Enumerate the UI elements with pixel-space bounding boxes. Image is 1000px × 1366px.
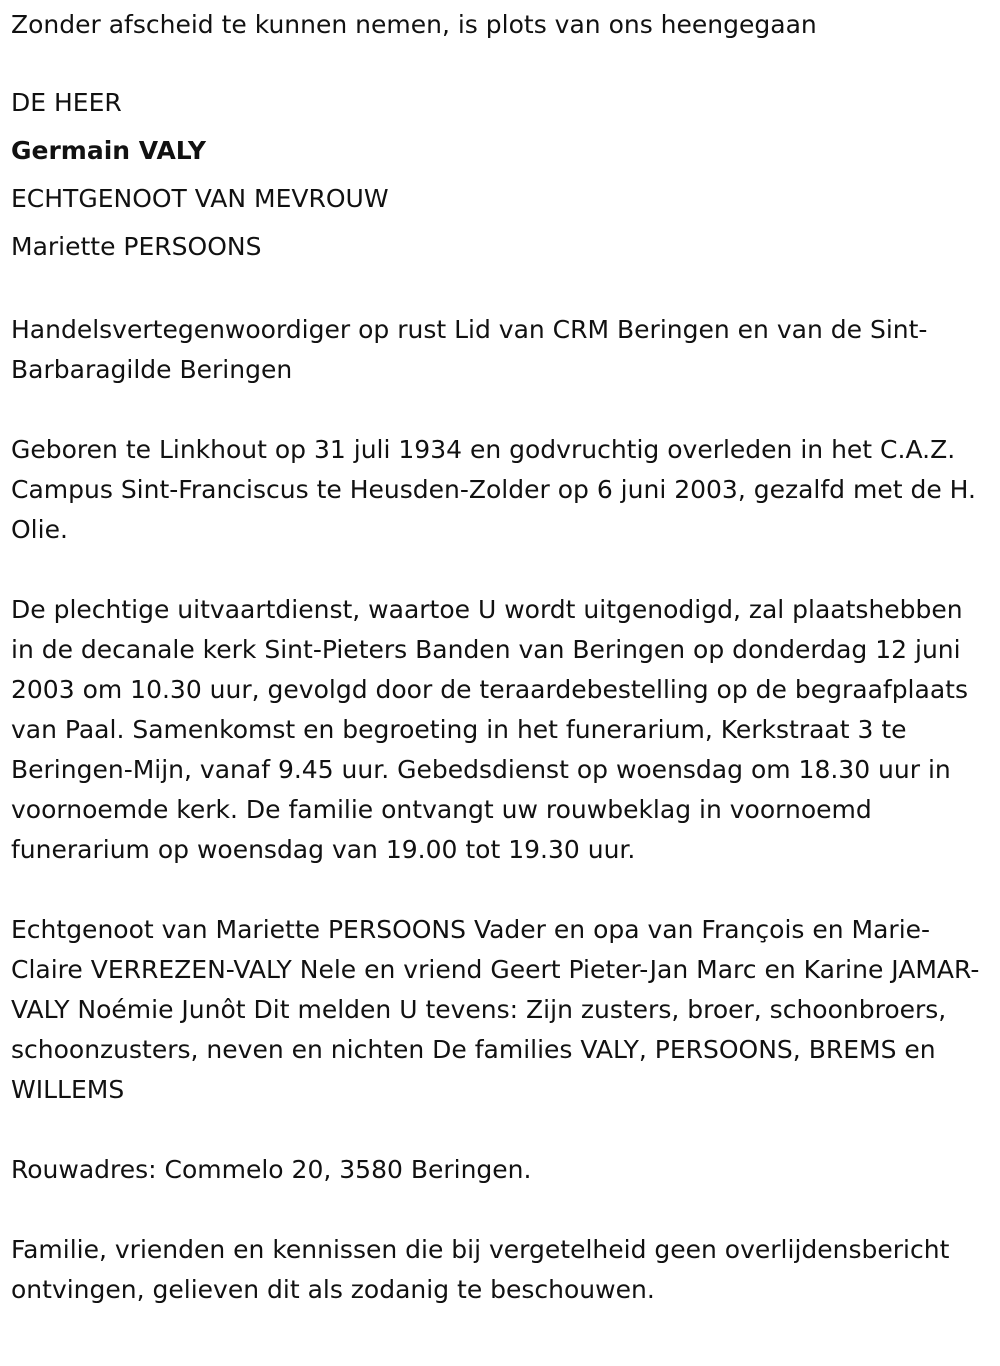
intro-text: Zonder afscheid te kunnen nemen, is plots van ons heengegaan <box>11 10 817 39</box>
title-line: DE HEER <box>11 88 122 117</box>
relation-line: ECHTGENOOT VAN MEVROUW <box>11 184 389 213</box>
birth-death-paragraph: Geboren te Linkhout op 31 juli 1934 en godvruchtig overleden in het C.A.Z. Campus Sint-Franciscus te Heusden-Zolder op 6 juni 2003, gezalfd met de H. Olie. <box>11 435 976 544</box>
family-paragraph: Echtgenoot van Mariette PERSOONS Vader en opa van François en Marie-Claire VERREZEN-VALY Nele en vriend Geert Pieter-Jan Marc en Karine JAMAR-VALY Noémie Junôt Dit melden U tevens: Zijn zusters, broer, schoonbroers, schoonzusters, neven en nichten De families VALY, PERSOONS, BREMS en WILLEMS <box>11 915 980 1104</box>
spouse-name: Mariette PERSOONS <box>11 232 262 261</box>
occupation-paragraph: Handelsvertegenwoordiger op rust Lid van CRM Beringen en van de Sint-Barbaragilde Beringen <box>11 315 928 384</box>
deceased-header <box>11 79 991 271</box>
address-paragraph: Rouwadres: Commelo 20, 3580 Beringen. <box>11 1155 532 1184</box>
funeral-paragraph: De plechtige uitvaartdienst, waartoe U wordt uitgenodigd, zal plaatshebben in de decanale kerk Sint-Pieters Banden van Beringen op donderdag 12 juni 2003 om 10.30 uur, gevolgd door de teraardebestelling op de begraafplaats van Paal. Samenkomst en begroeting in het funerarium, Kerkstraat 3 te Beringen-Mijn, vanaf 9.45 uur. Gebedsdienst op woensdag om 18.30 uur in voornoemde kerk. De familie ontvangt uw rouwbeklag in voornoemd funerarium op woensdag van 19.00 tot 19.30 uur. <box>11 595 968 864</box>
death-notice <box>11 0 991 1310</box>
closing-paragraph: Familie, vrienden en kennissen die bij vergetelheid geen overlijdensbericht ontvingen, gelieven dit als zodanig te beschouwen. <box>11 1235 950 1304</box>
deceased-name: Germain VALY <box>11 136 206 165</box>
